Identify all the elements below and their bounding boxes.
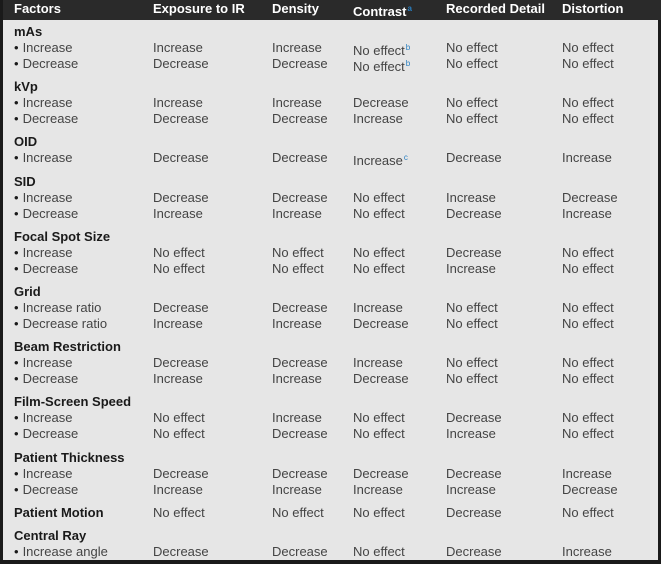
- table-row: [3, 466, 661, 481]
- cell-recorded-detail: [446, 410, 502, 425]
- factor-label: Increase: [22, 466, 73, 481]
- cell-recorded-detail: [446, 466, 502, 481]
- table-row: [3, 482, 661, 497]
- cell-value: Decrease: [446, 150, 502, 165]
- factor-label: Increase: [22, 410, 73, 425]
- cell-recorded-detail: [446, 95, 498, 110]
- cell-recorded-detail: [446, 40, 498, 55]
- cell-distortion: [562, 95, 614, 110]
- factor-label: Increase: [22, 150, 73, 165]
- bullet-icon: •: [14, 371, 19, 386]
- cell-value: Increase: [153, 206, 203, 221]
- cell-value: Increase: [153, 482, 203, 497]
- cell-value: Decrease: [272, 150, 328, 165]
- table-row: [3, 190, 661, 205]
- cell-density: [272, 111, 328, 126]
- cell-value: Decrease: [562, 190, 618, 205]
- cell-distortion: [562, 466, 612, 481]
- factor-label: Decrease: [22, 371, 79, 386]
- cell-contrast: [353, 544, 405, 559]
- header-density: Density: [272, 1, 319, 16]
- cell-contrast: [353, 206, 405, 221]
- cell-value: Decrease: [272, 300, 328, 315]
- factor-label: Decrease: [22, 261, 79, 276]
- group-title: kVp: [14, 79, 38, 94]
- bullet-icon: •: [14, 190, 19, 205]
- cell-contrast: [353, 426, 405, 441]
- cell-value: No effect: [272, 261, 324, 276]
- cell-value: No effect: [353, 261, 405, 276]
- cell-value: No effect: [153, 426, 205, 441]
- cell-contrast: [353, 482, 403, 497]
- table-row: [3, 261, 661, 276]
- cell-value: Increase: [562, 150, 612, 165]
- cell-value: No effect: [562, 111, 614, 126]
- group-title: mAs: [14, 24, 43, 39]
- cell-value: Decrease: [272, 355, 328, 370]
- cell-contrast: [353, 56, 410, 74]
- bullet-icon: •: [14, 261, 19, 276]
- cell-factor: [14, 111, 78, 126]
- cell-exposure: [153, 426, 205, 441]
- cell-recorded-detail: [446, 150, 502, 165]
- cell-value: Decrease: [272, 190, 328, 205]
- cell-value: Decrease: [153, 111, 209, 126]
- cell-contrast: [353, 355, 403, 370]
- cell-density: [272, 410, 322, 425]
- table-row: [3, 410, 661, 425]
- cell-exposure: [153, 261, 205, 276]
- bullet-icon: •: [14, 95, 19, 110]
- table-row: [3, 245, 661, 260]
- cell-distortion: [562, 482, 618, 497]
- bullet-icon: •: [14, 206, 19, 221]
- bullet-icon: •: [14, 111, 19, 126]
- bullet-icon: •: [14, 150, 19, 165]
- cell-value: Decrease: [353, 95, 409, 110]
- cell-value: Decrease: [353, 466, 409, 481]
- cell-value: No effect: [562, 426, 614, 441]
- footnote-marker: b: [405, 59, 411, 68]
- cell-contrast: [353, 111, 403, 126]
- cell-value: Increase: [272, 410, 322, 425]
- cell-recorded-detail: [446, 111, 498, 126]
- cell-density: [272, 56, 328, 71]
- cell-value: No effect: [446, 56, 498, 71]
- cell-value: Decrease: [272, 466, 328, 481]
- cell-value: No effect: [353, 544, 405, 559]
- cell-value: No effect: [562, 300, 614, 315]
- cell-recorded-detail: [446, 371, 498, 386]
- cell-distortion: [562, 56, 614, 71]
- cell-exposure: [153, 150, 209, 165]
- cell-value: No effect: [353, 190, 405, 205]
- cell-factor: [14, 56, 78, 71]
- cell-value: Increase: [153, 316, 203, 331]
- cell-exposure: No effect: [153, 505, 205, 520]
- bullet-icon: •: [14, 300, 19, 315]
- cell-exposure: [153, 355, 209, 370]
- cell-density: [272, 190, 328, 205]
- cell-distortion: [562, 410, 614, 425]
- factor-label: Decrease ratio: [22, 316, 108, 331]
- bullet-icon: •: [14, 410, 19, 425]
- cell-value: Increase: [272, 482, 322, 497]
- cell-density: [272, 316, 322, 331]
- cell-value: No effect: [353, 426, 405, 441]
- cell-value: Increase: [153, 40, 203, 55]
- cell-density: [272, 40, 322, 55]
- factor-label: Increase ratio: [22, 300, 102, 315]
- table-row: [3, 544, 661, 559]
- cell-distortion: [562, 245, 614, 260]
- group-title: Film-Screen Speed: [14, 394, 132, 409]
- cell-recorded-detail: [446, 544, 502, 559]
- table-row: [3, 316, 661, 331]
- cell-factor: [14, 544, 108, 559]
- factor-label: Increase angle: [22, 544, 108, 559]
- cell-contrast: [353, 95, 409, 110]
- cell-contrast: [353, 466, 409, 481]
- factor-label: Increase: [22, 355, 73, 370]
- cell-value: Increase: [353, 153, 403, 168]
- table-row: [3, 300, 661, 315]
- cell-value: No effect: [562, 355, 614, 370]
- factor-label: Increase: [22, 40, 73, 55]
- cell-distortion: [562, 206, 612, 221]
- table-row: [3, 206, 661, 221]
- header-contrast-footnote: a: [407, 4, 412, 13]
- cell-density: [272, 426, 328, 441]
- cell-value: Increase: [353, 355, 403, 370]
- cell-factor: [14, 355, 72, 370]
- factor-label: Increase: [22, 245, 73, 260]
- cell-distortion: [562, 261, 614, 276]
- bullet-icon: •: [14, 544, 19, 559]
- cell-value: No effect: [562, 40, 614, 55]
- cell-value: Increase: [562, 544, 612, 559]
- group-title: Central Ray: [14, 528, 87, 543]
- cell-recorded-detail: [446, 206, 502, 221]
- cell-factor: [14, 410, 72, 425]
- footnote-marker: b: [405, 43, 411, 52]
- factor-label: Increase: [22, 190, 73, 205]
- cell-value: Decrease: [153, 56, 209, 71]
- cell-value: No effect: [562, 245, 614, 260]
- cell-factor: [14, 95, 72, 110]
- table-body: [3, 0, 661, 564]
- cell-recorded-detail: [446, 190, 496, 205]
- cell-value: No effect: [562, 56, 614, 71]
- cell-factor: [14, 316, 107, 331]
- factor-label: Decrease: [22, 482, 79, 497]
- cell-density: [272, 150, 328, 165]
- cell-exposure: [153, 95, 203, 110]
- cell-factor: [14, 190, 72, 205]
- table-row: [3, 355, 661, 370]
- cell-value: Increase: [272, 95, 322, 110]
- cell-density: [272, 261, 324, 276]
- bullet-icon: •: [14, 426, 19, 441]
- cell-value: No effect: [446, 371, 498, 386]
- cell-contrast: [353, 261, 405, 276]
- cell-density: [272, 371, 322, 386]
- cell-exposure: [153, 482, 203, 497]
- bullet-icon: •: [14, 466, 19, 481]
- cell-value: Decrease: [272, 426, 328, 441]
- cell-value: No effect: [353, 410, 405, 425]
- cell-factor: [14, 300, 101, 315]
- cell-value: Increase: [272, 371, 322, 386]
- cell-value: Decrease: [353, 316, 409, 331]
- cell-factor: [14, 466, 72, 481]
- header-factors: Factors: [14, 1, 61, 16]
- cell-value: No effect: [272, 245, 324, 260]
- cell-distortion: [562, 300, 614, 315]
- cell-value: No effect: [446, 355, 498, 370]
- cell-value: No effect: [353, 206, 405, 221]
- table-row: [3, 150, 661, 168]
- cell-distortion: [562, 111, 614, 126]
- bullet-icon: •: [14, 56, 19, 71]
- cell-density: [272, 245, 324, 260]
- cell-factor: [14, 426, 78, 441]
- cell-value: Decrease: [446, 245, 502, 260]
- cell-value: No effect: [562, 316, 614, 331]
- cell-contrast: [353, 371, 409, 386]
- cell-value: Decrease: [446, 410, 502, 425]
- cell-density: [272, 482, 322, 497]
- cell-value: No effect: [562, 410, 614, 425]
- cell-density: [272, 95, 322, 110]
- cell-value: Decrease: [446, 466, 502, 481]
- cell-density: [272, 206, 322, 221]
- cell-value: No effect: [153, 245, 205, 260]
- cell-exposure: [153, 206, 203, 221]
- group-title: Beam Restriction: [14, 339, 121, 354]
- cell-exposure: [153, 190, 209, 205]
- cell-value: No effect: [153, 261, 205, 276]
- cell-value: Increase: [446, 261, 496, 276]
- cell-factor: [14, 261, 78, 276]
- cell-factor: [14, 40, 72, 55]
- factor-label: Decrease: [22, 56, 79, 71]
- bullet-icon: •: [14, 482, 19, 497]
- cell-value: No effect: [153, 410, 205, 425]
- cell-value: Increase: [272, 316, 322, 331]
- cell-exposure: [153, 111, 209, 126]
- factor-label: Decrease: [22, 206, 79, 221]
- cell-value: No effect: [446, 40, 498, 55]
- cell-value: Increase: [272, 206, 322, 221]
- header-contrast: Contrast$^a$: [353, 4, 412, 19]
- cell-value: No effect: [353, 59, 405, 74]
- cell-value: Decrease: [153, 300, 209, 315]
- bullet-icon: •: [14, 355, 19, 370]
- cell-value: Increase: [562, 466, 612, 481]
- cell-value: Increase: [153, 95, 203, 110]
- footnote-marker: c: [403, 153, 408, 162]
- cell-density: [272, 300, 328, 315]
- cell-value: Decrease: [272, 544, 328, 559]
- table-row: [3, 505, 661, 520]
- cell-value: No effect: [562, 95, 614, 110]
- cell-distortion: [562, 371, 614, 386]
- cell-value: No effect: [353, 245, 405, 260]
- cell-value: Decrease: [562, 482, 618, 497]
- table-row: [3, 111, 661, 126]
- cell-value: Increase: [153, 371, 203, 386]
- cell-value: Decrease: [153, 466, 209, 481]
- group-title: Grid: [14, 284, 41, 299]
- cell-value: No effect: [446, 300, 498, 315]
- cell-exposure: [153, 56, 209, 71]
- cell-value: Decrease: [446, 544, 502, 559]
- cell-factor: [14, 150, 72, 165]
- cell-value: Increase: [272, 40, 322, 55]
- cell-value: Decrease: [272, 111, 328, 126]
- cell-value: Decrease: [153, 150, 209, 165]
- header-exposure: Exposure to IR: [153, 1, 245, 16]
- table-row: [3, 56, 661, 74]
- cell-exposure: [153, 245, 205, 260]
- cell-value: Increase: [353, 482, 403, 497]
- cell-recorded-detail: [446, 426, 496, 441]
- bullet-icon: •: [14, 245, 19, 260]
- cell-factor: [14, 371, 78, 386]
- cell-value: Increase: [446, 426, 496, 441]
- cell-distortion: [562, 40, 614, 55]
- table-row: [3, 371, 661, 386]
- bullet-icon: •: [14, 316, 19, 331]
- cell-recorded-detail: [446, 316, 498, 331]
- cell-value: Decrease: [272, 56, 328, 71]
- group-title: Patient Motion: [14, 505, 104, 520]
- cell-density: [272, 544, 328, 559]
- cell-distortion: No effect: [562, 505, 614, 520]
- cell-distortion: [562, 355, 614, 370]
- cell-value: Decrease: [153, 355, 209, 370]
- cell-distortion: [562, 190, 618, 205]
- cell-recorded-detail: [446, 245, 502, 260]
- cell-distortion: [562, 150, 612, 165]
- cell-contrast: [353, 316, 409, 331]
- cell-value: No effect: [446, 95, 498, 110]
- group-title: Patient Thickness: [14, 450, 125, 465]
- cell-value: No effect: [446, 111, 498, 126]
- cell-contrast: [353, 300, 403, 315]
- cell-value: Increase: [353, 300, 403, 315]
- cell-recorded-detail: Decrease: [446, 505, 502, 520]
- cell-value: No effect: [562, 371, 614, 386]
- table-row: [3, 40, 661, 58]
- cell-recorded-detail: [446, 482, 496, 497]
- header-recorded-detail: Recorded Detail: [446, 1, 545, 16]
- cell-value: Increase: [353, 111, 403, 126]
- cell-density: [272, 355, 328, 370]
- cell-value: Decrease: [153, 190, 209, 205]
- table-row: [3, 426, 661, 441]
- cell-value: Decrease: [153, 544, 209, 559]
- group-title: OID: [14, 134, 38, 149]
- cell-factor: [14, 482, 78, 497]
- cell-density: [272, 466, 328, 481]
- factor-label: Decrease: [22, 426, 79, 441]
- cell-exposure: [153, 544, 209, 559]
- cell-value: No effect: [562, 261, 614, 276]
- cell-exposure: [153, 466, 209, 481]
- cell-distortion: [562, 544, 612, 559]
- cell-recorded-detail: [446, 56, 498, 71]
- cell-contrast: [353, 245, 405, 260]
- cell-value: No effect: [353, 43, 405, 58]
- cell-value: Decrease: [353, 371, 409, 386]
- table-row: [3, 95, 661, 110]
- cell-distortion: [562, 426, 614, 441]
- group-title: SID: [14, 174, 36, 189]
- cell-value: No effect: [446, 316, 498, 331]
- cell-value: Increase: [446, 190, 496, 205]
- cell-exposure: [153, 40, 203, 55]
- cell-exposure: [153, 410, 205, 425]
- cell-value: Increase: [562, 206, 612, 221]
- cell-value: Decrease: [446, 206, 502, 221]
- cell-recorded-detail: [446, 355, 498, 370]
- cell-contrast: No effect: [353, 505, 405, 520]
- cell-factor: [14, 245, 72, 260]
- cell-contrast: [353, 410, 405, 425]
- cell-recorded-detail: [446, 300, 498, 315]
- group-title: Focal Spot Size: [14, 229, 111, 244]
- cell-value: Increase: [446, 482, 496, 497]
- bullet-icon: •: [14, 40, 19, 55]
- cell-contrast: [353, 150, 408, 168]
- cell-exposure: [153, 371, 203, 386]
- header-distortion: Distortion: [562, 1, 624, 16]
- cell-density: No effect: [272, 505, 324, 520]
- cell-contrast: [353, 190, 405, 205]
- cell-recorded-detail: [446, 261, 496, 276]
- cell-exposure: [153, 316, 203, 331]
- cell-distortion: [562, 316, 614, 331]
- factor-label: Decrease: [22, 111, 79, 126]
- factor-label: Increase: [22, 95, 73, 110]
- cell-exposure: [153, 300, 209, 315]
- cell-factor: [14, 206, 78, 221]
